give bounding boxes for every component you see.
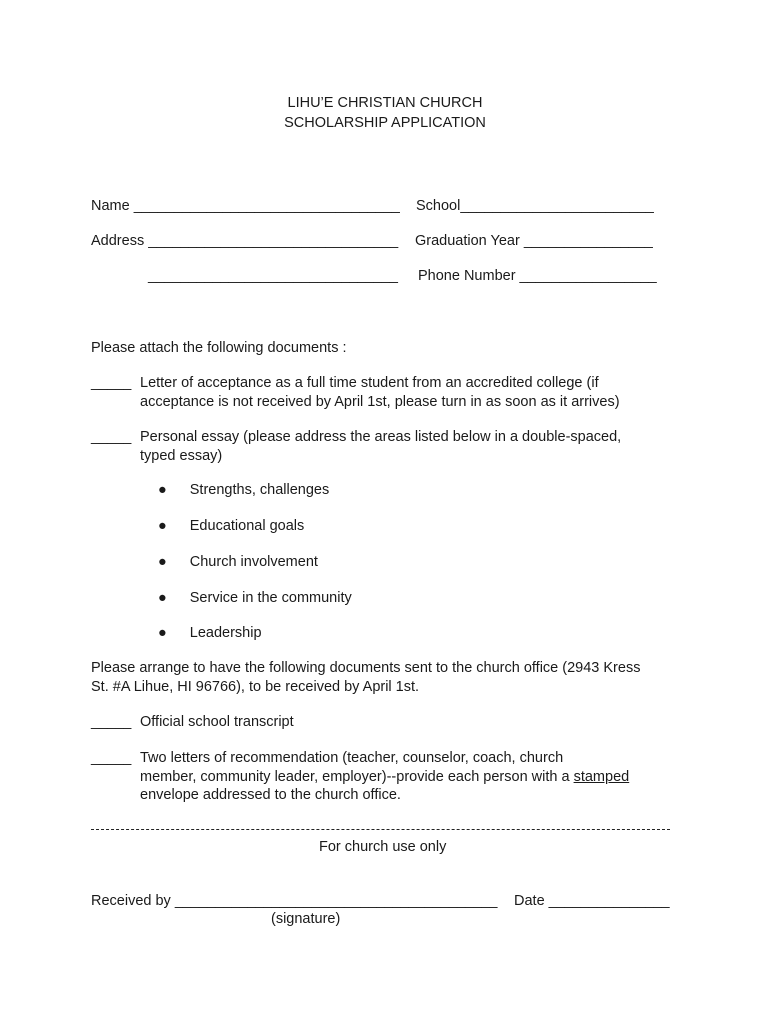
org-name: LIHU’E CHRISTIAN CHURCH bbox=[287, 95, 483, 111]
bullet-icon: ● bbox=[158, 518, 167, 534]
bullet-icon: ● bbox=[158, 482, 167, 498]
dashed-divider bbox=[91, 829, 670, 830]
list-item bbox=[158, 589, 352, 607]
transcript-text: Official school transcript bbox=[140, 714, 294, 730]
recommendation-line2-text: member, community leader, employer)--provide each person with a bbox=[140, 768, 574, 785]
form-title: SCHOLARSHIP APPLICATION bbox=[284, 115, 486, 131]
personal-essay-text bbox=[140, 428, 621, 465]
list-item bbox=[158, 624, 262, 642]
recommendation-text bbox=[140, 749, 629, 805]
acceptance-letter-checkbox[interactable]: _____ bbox=[91, 375, 132, 391]
acceptance-letter-line1: Letter of acceptance as a full time student from an accredited college (if bbox=[140, 375, 599, 391]
bullet-icon: ● bbox=[158, 590, 167, 606]
address-field[interactable]: Address _______________________________ bbox=[91, 233, 399, 249]
phone-number-field[interactable]: Phone Number _________________ bbox=[418, 268, 657, 284]
school-field[interactable]: School________________________ bbox=[416, 198, 654, 214]
personal-essay-line2: typed essay) bbox=[140, 447, 223, 464]
bullet-text: Church involvement bbox=[189, 554, 318, 570]
sent-intro bbox=[91, 659, 640, 696]
recommendation-checkbox[interactable]: _____ bbox=[91, 750, 132, 766]
attach-intro: Please attach the following documents : bbox=[91, 340, 347, 356]
graduation-year-field[interactable]: Graduation Year ________________ bbox=[415, 233, 653, 249]
list-item bbox=[158, 553, 318, 571]
bullet-text: Service in the community bbox=[189, 590, 352, 606]
bullet-text: Educational goals bbox=[189, 518, 305, 534]
stamped-underlined: stamped bbox=[573, 768, 630, 785]
list-item bbox=[158, 517, 304, 535]
name-field[interactable]: Name _________________________________ bbox=[91, 198, 400, 214]
recommendation-line3: envelope addressed to the church office. bbox=[140, 787, 401, 803]
sent-intro-line2: St. #A Lihue, HI 96766), to be received by April 1st. bbox=[91, 678, 420, 695]
transcript-checkbox[interactable]: _____ bbox=[91, 714, 132, 730]
church-use-label: For church use only bbox=[319, 839, 447, 855]
recommendation-line2 bbox=[140, 768, 629, 787]
recommendation-line1: Two letters of recommendation (teacher, counselor, coach, church bbox=[140, 750, 564, 766]
received-by-field[interactable]: Received by ________________________________________ bbox=[91, 893, 498, 909]
signature-caption: (signature) bbox=[271, 911, 341, 927]
date-field[interactable]: Date _______________ bbox=[514, 893, 670, 909]
bullet-text: Strengths, challenges bbox=[189, 482, 330, 498]
bullet-icon: ● bbox=[158, 554, 167, 570]
personal-essay-line1: Personal essay (please address the areas listed below in a double-spaced, bbox=[140, 429, 622, 445]
address-line2-field[interactable]: _______________________________ bbox=[148, 268, 398, 284]
personal-essay-checkbox[interactable]: _____ bbox=[91, 429, 132, 445]
list-item bbox=[158, 481, 329, 499]
acceptance-letter-text bbox=[140, 374, 620, 411]
bullet-text: Leadership bbox=[189, 625, 262, 641]
acceptance-letter-line2: acceptance is not received by April 1st, please turn in as soon as it arrives) bbox=[140, 393, 620, 410]
bullet-icon: ● bbox=[158, 625, 167, 641]
sent-intro-line1: Please arrange to have the following documents sent to the church office (2943 Kress bbox=[91, 660, 641, 676]
